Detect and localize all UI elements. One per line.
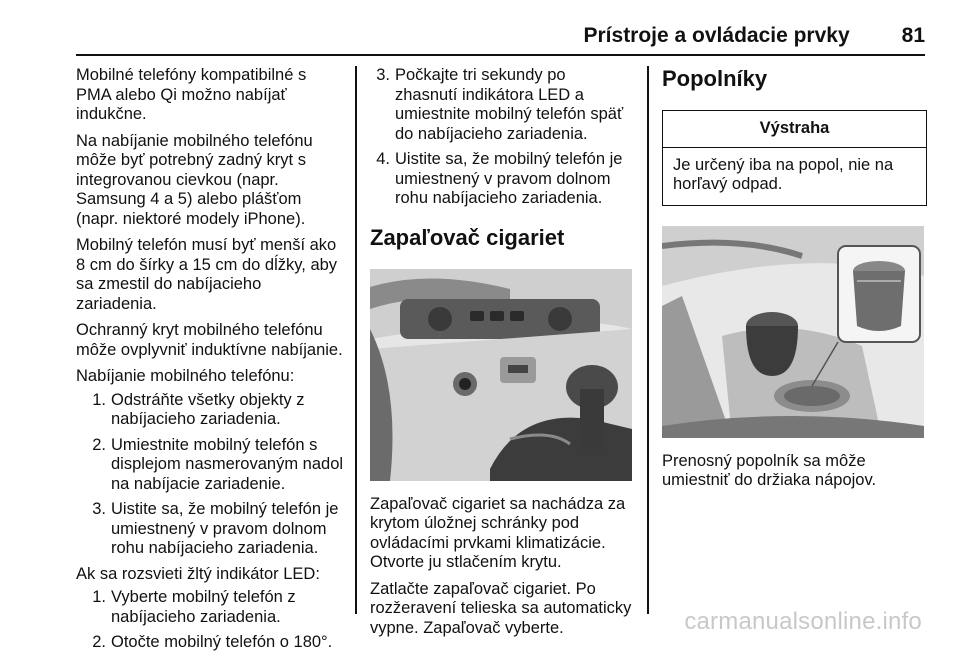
- paragraph: Prenosný popolník sa môže umiestniť do držiaka nápojov.: [662, 451, 877, 489]
- led-steps-list: [86, 588, 344, 653]
- paragraph: Na nabíjanie mobilného telefónu môže byť potrebný zadný kryt s integrovanou cievkou (napr. Samsung 4 a 5) alebo plášťom (napr. niektoré modely iPhone).: [76, 131, 313, 228]
- column-2: [370, 66, 632, 645]
- section-title: Prístroje a ovládacie prvky: [583, 24, 850, 47]
- warning-box: [662, 110, 927, 206]
- section-heading: Popolníky: [662, 66, 768, 91]
- paragraph: Zapaľovač cigariet sa nachádza za krytom úložnej schránky pod ovládacími prvkami klimatizácie. Otvorte ju stlačením krytu.: [370, 494, 626, 571]
- list-item: 2. Umiestnite mobilný telefón s displejom nasmerovaným nadol na nabíjacie zariadenie.: [92, 435, 344, 493]
- list-item: 3. Počkajte tri sekundy po zhasnutí indikátora LED a umiestnite mobilný telefón späť do nabíjacieho zariadenia.: [376, 66, 624, 143]
- warning-title: Výstraha: [663, 111, 926, 148]
- header-rule: [76, 54, 925, 56]
- page-header: [0, 24, 925, 48]
- page-number: 81: [901, 24, 925, 47]
- ashtray-photo: [662, 226, 924, 438]
- paragraph: Mobilný telefón musí byť menší ako 8 cm do šírky a 15 cm do dĺžky, aby sa zmestil do nabíjacieho zariadenia.: [76, 236, 338, 313]
- list-item: 3. Uistite sa, že mobilný telefón je umiestnený v pravom dolnom rohu nabíjacieho zariadenia.: [92, 500, 339, 557]
- column-divider: [647, 66, 649, 614]
- warning-text: Je určený iba na popol, nie na horľavý odpad.: [673, 155, 894, 193]
- column-1: [76, 66, 344, 659]
- paragraph: Ochranný kryt mobilného telefónu môže ovplyvniť induktívne nabíjanie.: [76, 321, 343, 359]
- charging-steps-list: [86, 391, 344, 559]
- watermark: carmanualsonline.info: [684, 608, 922, 635]
- paragraph: Mobilné telefóny kompatibilné s PMA alebo Qi možno nabíjať indukčne.: [76, 66, 307, 123]
- column-3: [662, 66, 927, 498]
- section-heading: Zapaľovač cigariet: [370, 224, 565, 250]
- list-item: 1. Odstráňte všetky objekty z nabíjacieho zariadenia.: [92, 390, 305, 428]
- cigarette-lighter-photo: [370, 269, 632, 481]
- paragraph: Nabíjanie mobilného telefónu:: [76, 367, 295, 385]
- paragraph: Zatlačte zapaľovač cigariet. Po rozžeravení telieska sa automaticky vypne. Zapaľovač vyberte.: [370, 579, 632, 637]
- list-item: 4. Uistite sa, že mobilný telefón je umiestnený v pravom dolnom rohu nabíjacieho zariadenia.: [376, 150, 623, 207]
- continued-steps-list: [370, 66, 632, 209]
- column-divider: [355, 66, 357, 614]
- list-item: 1. Vyberte mobilný telefón z nabíjacieho zariadenia.: [92, 588, 296, 626]
- paragraph: Ak sa rozsvieti žltý indikátor LED:: [76, 564, 320, 583]
- list-item: 2. Otočte mobilný telefón o 180°.: [92, 633, 333, 651]
